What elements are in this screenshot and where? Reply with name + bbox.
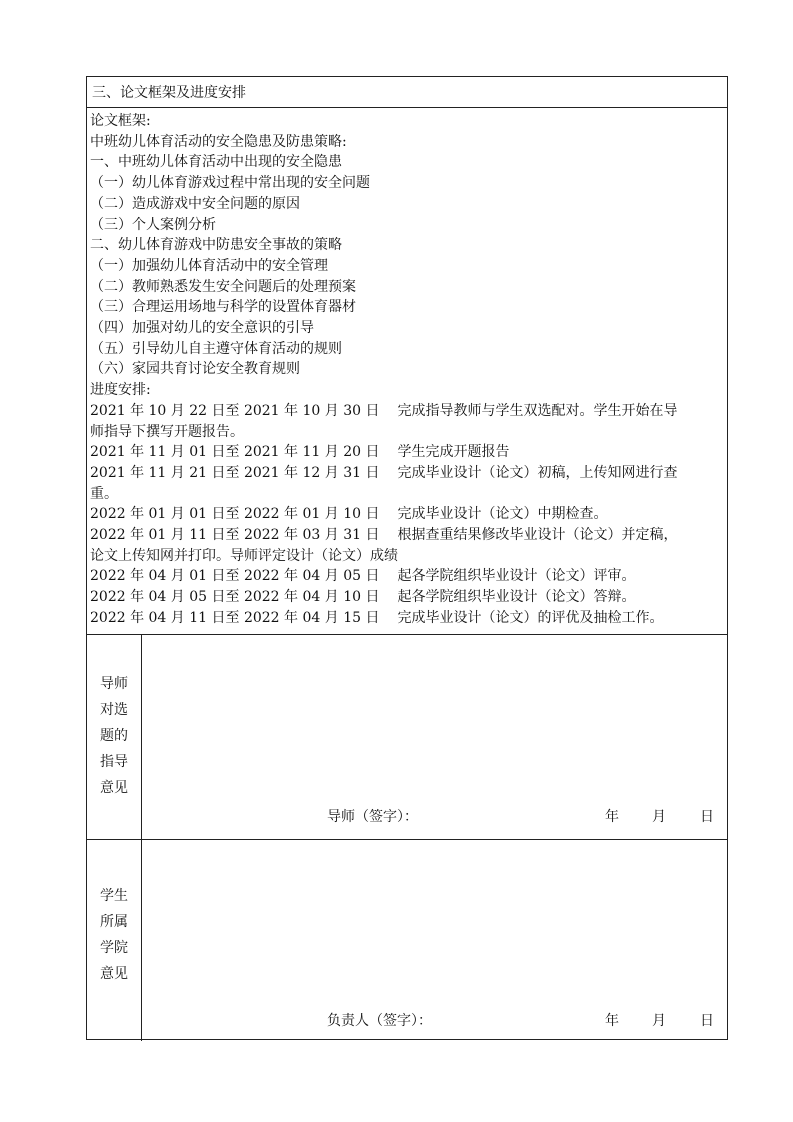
college-date-day: 日 bbox=[700, 1013, 714, 1029]
framework-line: 一、中班幼儿体育活动中出现的安全隐患 bbox=[90, 154, 342, 171]
schedule-item bbox=[90, 442, 719, 463]
schedule-description-continued: 师指导下撰写开题报告。 bbox=[90, 423, 244, 440]
schedule-description: 学生完成开题报告 bbox=[397, 444, 510, 461]
framework-line: 中班幼儿体育活动的安全隐患及防患策略: bbox=[90, 133, 347, 150]
schedule-date-range: 2022 年 04 月 11 日至 2022 年 04 月 15 日 bbox=[90, 609, 380, 626]
divider bbox=[87, 107, 727, 108]
framework-list bbox=[90, 132, 719, 380]
schedule-description: 完成毕业设计（论文）的评优及抽检工作。 bbox=[397, 609, 664, 626]
framework-line: （六）家园共育讨论安全教育规则 bbox=[90, 361, 300, 378]
section-title: 三、论文框架及进度安排 bbox=[92, 85, 246, 101]
schedule-date-range: 2021 年 10 月 22 日至 2021 年 10 月 30 日 bbox=[90, 402, 380, 419]
column-divider bbox=[141, 839, 142, 1041]
schedule-description: 起各学院组织毕业设计（论文）答辩。 bbox=[397, 589, 636, 606]
schedule-heading: 进度安排: bbox=[90, 382, 151, 399]
framework-line: （一）幼儿体育游戏过程中常出现的安全问题 bbox=[90, 175, 370, 192]
framework-line: （二）造成游戏中安全问题的原因 bbox=[90, 195, 300, 212]
schedule-list bbox=[90, 401, 719, 629]
framework-line: （三）个人案例分析 bbox=[90, 216, 216, 233]
framework-schedule-cell bbox=[90, 111, 719, 629]
framework-line: （三）合理运用场地与科学的设置体育器材 bbox=[90, 299, 356, 316]
college-sign-label: 负责人（签字）： bbox=[327, 1013, 432, 1029]
advisor-date-month: 月 bbox=[652, 809, 666, 825]
advisor-date-year: 年 bbox=[605, 809, 619, 825]
schedule-description-continued: 论文上传知网并打印。导师评定设计（论文）成绩 bbox=[90, 547, 398, 564]
framework-line: （五）引导幼儿自主遵守体育活动的规则 bbox=[90, 340, 342, 357]
college-opinion-label: 学生 所属 学院 意见 bbox=[100, 888, 128, 982]
schedule-item bbox=[90, 587, 719, 608]
schedule-item bbox=[90, 525, 719, 546]
schedule-date-range: 2022 年 01 月 01 日至 2022 年 01 月 10 日 bbox=[90, 506, 380, 523]
framework-line: （一）加强幼儿体育活动中的安全管理 bbox=[90, 257, 328, 274]
college-date-month: 月 bbox=[652, 1013, 666, 1029]
framework-heading: 论文框架: bbox=[90, 113, 151, 129]
schedule-description: 根据查重结果修改毕业设计（论文）并定稿， bbox=[397, 527, 678, 544]
divider bbox=[87, 634, 727, 635]
advisor-opinion-label: 导师 对选 题的 指导 意见 bbox=[100, 676, 128, 796]
framework-line: （四）加强对幼儿的安全意识的引导 bbox=[90, 320, 314, 337]
schedule-date-range: 2022 年 01 月 11 日至 2022 年 03 月 31 日 bbox=[90, 527, 380, 544]
schedule-date-range: 2021 年 11 月 01 日至 2021 年 11 月 20 日 bbox=[90, 444, 380, 461]
schedule-description: 起各学院组织毕业设计（论文）评审。 bbox=[397, 568, 636, 585]
framework-line: 二、幼儿体育游戏中防患安全事故的策略 bbox=[90, 237, 342, 254]
schedule-description: 完成毕业设计（论文）初稿，上传知网进行查 bbox=[397, 464, 678, 481]
advisor-date-day: 日 bbox=[700, 809, 714, 825]
schedule-date-range: 2022 年 04 月 05 日至 2022 年 04 月 10 日 bbox=[90, 589, 380, 606]
schedule-item bbox=[90, 463, 719, 484]
column-divider bbox=[141, 634, 142, 839]
framework-line: （二）教师熟悉发生安全问题后的处理预案 bbox=[90, 278, 356, 295]
schedule-description: 完成指导教师与学生双选配对。学生开始在导 bbox=[397, 402, 678, 419]
schedule-description: 完成毕业设计（论文）中期检查。 bbox=[397, 506, 608, 523]
divider bbox=[87, 839, 727, 840]
college-date-year: 年 bbox=[605, 1013, 619, 1029]
schedule-item bbox=[90, 608, 719, 629]
schedule-item bbox=[90, 566, 719, 587]
schedule-item bbox=[90, 504, 719, 525]
schedule-date-range: 2021 年 11 月 21 日至 2021 年 12 月 31 日 bbox=[90, 464, 380, 481]
schedule-item bbox=[90, 401, 719, 422]
proposal-form-table bbox=[86, 76, 728, 1040]
schedule-description-continued: 重。 bbox=[90, 485, 118, 502]
schedule-date-range: 2022 年 04 月 01 日至 2022 年 04 月 05 日 bbox=[90, 568, 380, 585]
advisor-sign-label: 导师（签字）： bbox=[327, 809, 418, 825]
